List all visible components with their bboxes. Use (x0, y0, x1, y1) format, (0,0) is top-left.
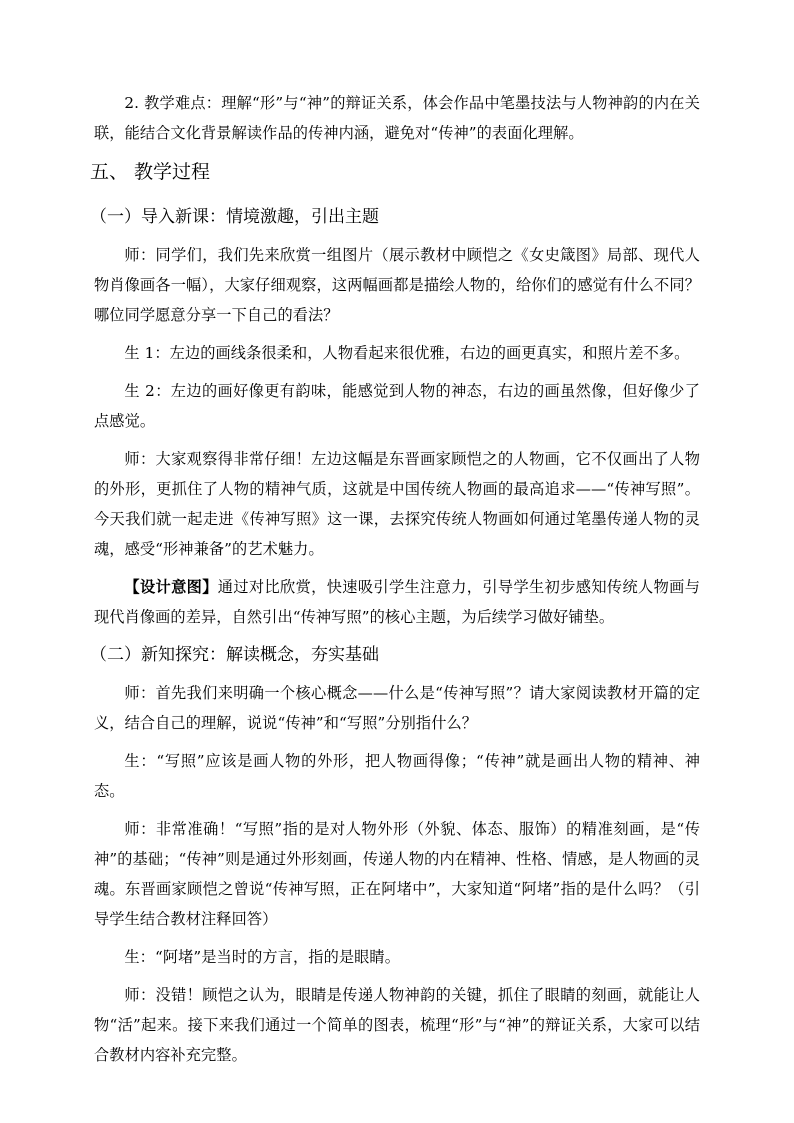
dialogue-paragraph: 生：“阿堵”是当时的方言，指的是眼睛。 (124, 948, 401, 966)
dialogue-paragraph: 师：大家观察得非常仔细！左边这幅是东晋画家顾恺之的人物画，它不仅画出了人物的外形，更抓住了人物的精神气质，这就是中国传统人物画的最高追求——“传神写照”。今天我们就一起走进《传神写照》这一课，去探究传统人物画如何通过笔墨传递人物的灵魂，感受“形神兼备”的艺术魅力。 (94, 450, 700, 558)
dialogue-paragraph: 生 2：左边的画好像更有韵味，能感觉到人物的神态，右边的画虽然像，但好像少了点感觉。 (94, 382, 700, 430)
dialogue-paragraph: 师：首先我们来明确一个核心概念——什么是“传神写照”？请大家阅读教材开篇的定义，结合自己的理解，说说“传神”和“写照”分别指什么？ (94, 684, 700, 732)
page-content (90, 88, 700, 1078)
design-intent-paragraph (94, 572, 700, 632)
dialogue-paragraph: 生 1：左边的画线条很柔和，人物看起来很优雅，右边的画更真实，和照片差不多。 (124, 344, 690, 362)
dialogue-paragraph: 生：“写照”应该是画人物的外形，把人物画得像；“传神”就是画出人物的精神、神态。 (94, 752, 700, 800)
teaching-difficulty-paragraph: 2. 教学难点：理解“形”与“神”的辩证关系，体会作品中笔墨技法与人物神韵的内在关联，能结合文化背景解读作品的传神内涵，避免对“传神”的表面化理解。 (94, 94, 700, 142)
section-title-teaching-process: 五、 教学过程 (90, 161, 211, 183)
design-intent-text: 通过对比欣赏，快速吸引学生注意力，引导学生初步感知传统人物画与现代肖像画的差异，自然引出“传神写照”的核心主题，为后续学习做好铺垫。 (94, 578, 700, 626)
dialogue-paragraph: 师：非常准确！“写照”指的是对人物外形（外貌、体态、服饰）的精准刻画，是“传神”的基础；“传神”则是通过外形刻画，传递人物的内在精神、性格、情感，是人物画的灵魂。东晋画家顾恺之曾说“传神写照，正在阿堵中”，大家知道“阿堵”指的是什么吗？（引导学生结合教材注释回答） (94, 820, 700, 928)
design-intent-tag: 【设计意图】 (124, 578, 218, 596)
dialogue-paragraph: 师：同学们，我们先来欣赏一组图片（展示教材中顾恺之《女史箴图》局部、现代人物肖像画各一幅），大家仔细观察，这两幅画都是描绘人物的，给你们的感觉有什么不同？哪位同学愿意分享一下自己的看法？ (94, 246, 700, 324)
subsection-title-introduction: （一）导入新课：情境激趣，引出主题 (90, 207, 379, 227)
subsection-title-new-knowledge: （二）新知探究：解读概念，夯实基础 (90, 645, 379, 665)
dialogue-paragraph: 师：没错！顾恺之认为，眼睛是传递人物神韵的关键，抓住了眼睛的刻画，就能让人物“活”起来。接下来我们通过一个简单的图表，梳理“形”与“神”的辩证关系，大家可以结合教材内容补充完整。 (94, 986, 700, 1064)
